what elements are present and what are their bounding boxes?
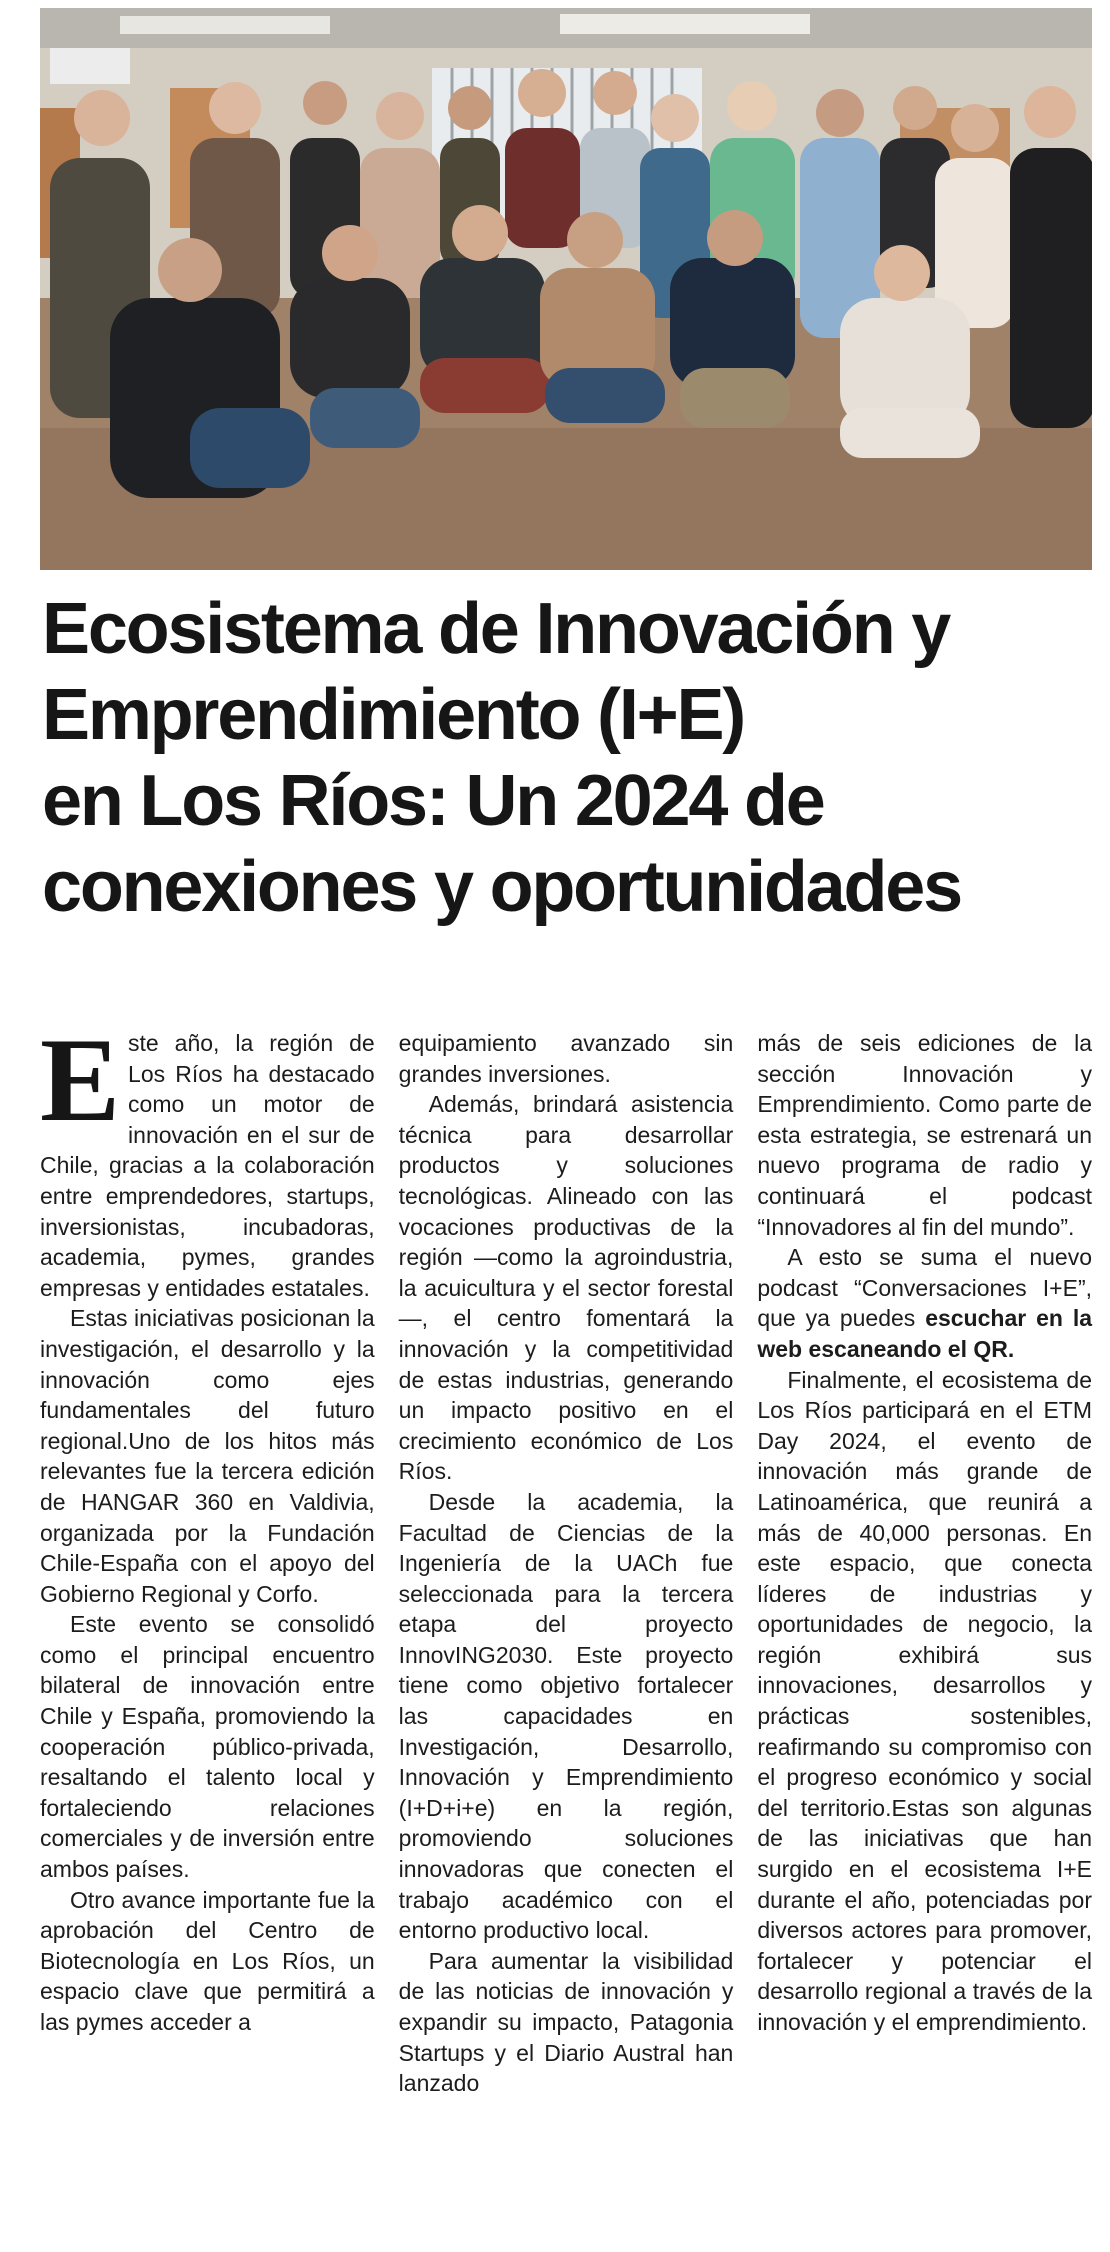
headline-line-2: Emprendimiento (I+E) [42,675,745,755]
headline-line-4: conexiones y oportunidades [42,847,961,927]
paragraph: Este evento se consolidó como el principal encuentro bilateral de innovación entre Chile y España, promoviendo la cooperación público-privada, resaltando el talento local y fortaleciendo relaciones comerciales y de inversión entre ambos países. [40,1611,375,1883]
paragraph-text: ste año, la región de Los Ríos ha destacado como un motor de innovación en el sur de Chile, gracias a la colaboración entre emprendedores, startups, inversionistas, incubadoras, academia, pymes, grandes empresas y entidades estatales. [40,1030,375,1301]
paragraph [757,1242,1092,1364]
paragraph: equipamiento avanzado sin grandes inversiones. [398,1030,734,1087]
headline-line-1: Ecosistema de Innovación y [42,589,950,669]
column-1 [40,1013,375,2238]
paragraph: Además, brindará asistencia técnica para desarrollar productos y soluciones tecnológicas. Alineado con las vocaciones productivas de la región —como la agroindustria, la acuicultura y el sector forestal—, el centro fomentará la innovación y la competitividad de estas industrias, generando un impacto positivo en el crecimiento económico de Los Ríos. [398,1091,734,1485]
group-photo-image [40,8,1092,570]
paragraph: Finalmente, el ecosistema de Los Ríos participará en el ETM Day 2024, el evento de innovación más grande de Latinoamérica, que reunirá a más de 40,000 personas. En este espacio, que conecta líderes de industrias y oportunidades de negocio, la región exhibirá sus innovaciones, desarrollos y prácticas sostenibles, reafirmando su compromiso con el progreso económico y social del territorio.Estas son algunas de las iniciativas que han surgido en el ecosistema I+E durante el año, potenciadas por diversos actores para promover, fortalecer y potenciar el desarrollo regional a través de la innovación y el emprendimiento. [757,1366,1093,2035]
column-2 [399,1028,734,2238]
drop-cap: E [40,1013,121,1146]
group-photo [40,8,1092,570]
headline [42,586,1092,930]
paragraph: más de seis ediciones de la sección Innovación y Emprendimiento. Como parte de esta estrategia, se estrenará un nuevo programa de radio y continuará el podcast “Innovadores al fin del mundo”. [757,1030,1093,1240]
paragraph [40,1013,375,1303]
article-body [40,1013,1093,2238]
paragraph: Desde la academia, la Facultad de Ciencias de la Ingeniería de la UACh fue seleccionada para la tercera etapa del proyecto InnovING2030. Este proyecto tiene como objetivo fortalecer las capacidades en Investigación, Desarrollo, Innovación y Emprendimiento (I+D+i+e) en la región, promoviendo soluciones innovadoras que conecten el trabajo académico con el entorno productivo local. [398,1488,734,1944]
headline-line-3: en Los Ríos: Un 2024 de [42,761,824,841]
paragraph: Estas iniciativas posicionan la investigación, el desarrollo y la innovación como ejes fundamentales del futuro regional.Uno de los hitos más relevantes fue la tercera edición de HANGAR 360 en Valdivia, organizada por la Fundación Chile-España con el apoyo del Gobierno Regional y Corfo. [40,1305,375,1607]
paragraph: Otro avance importante fue la aprobación del Centro de Biotecnología en Los Ríos, un espacio clave que permitirá a las pymes acceder a [40,1886,375,2035]
paragraph-text: A esto se suma el nuevo podcast “Conversaciones I+E”, que ya puedes [757,1244,1093,1332]
paragraph: Para aumentar la visibilidad de las noticias de innovación y expandir su impacto, Patagonia Startups y el Diario Austral han lanzado [398,1947,734,2097]
qr-call-to-action: escuchar en la web escaneando el QR. [757,1305,1093,1362]
column-3 [757,1028,1092,2238]
